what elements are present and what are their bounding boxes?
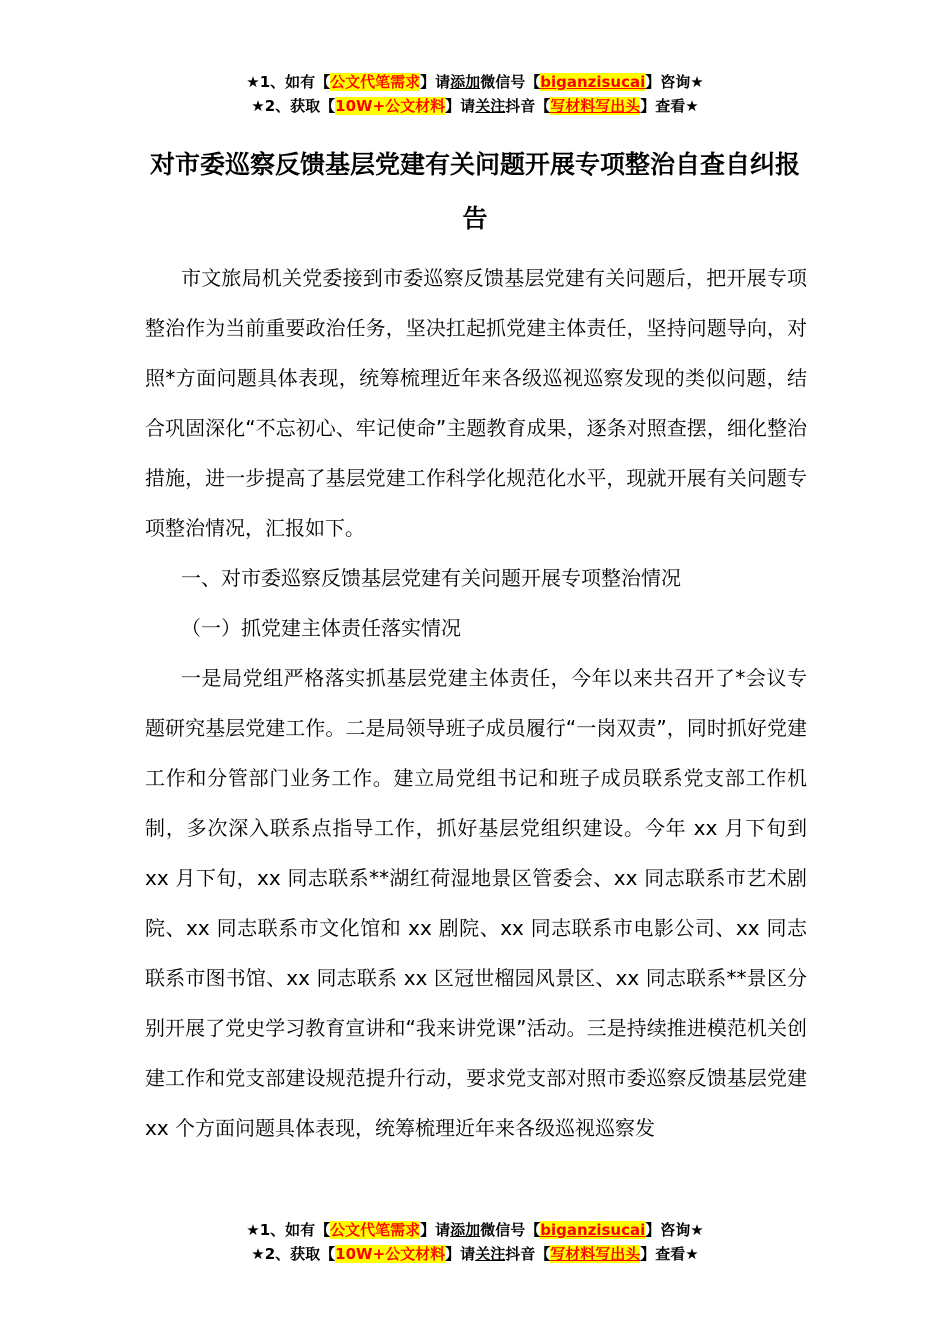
banner-line-1 — [0, 70, 950, 94]
banner-text: 】查看 — [640, 97, 686, 115]
banner-text: 抖音【 — [505, 1245, 551, 1263]
banner-line-2 — [0, 1242, 950, 1266]
star-icon: ★ — [685, 97, 699, 115]
banner-text: 】请 — [445, 1245, 476, 1263]
douyin-account-link[interactable]: 写材料写出头 — [550, 1245, 641, 1263]
star-icon: ★ — [251, 1245, 265, 1263]
banner-text: 】请 — [445, 97, 476, 115]
wechat-id-link[interactable]: biganzisucai — [540, 1221, 646, 1239]
star-icon: ★ — [690, 73, 704, 91]
paragraph-intro: 市文旅局机关党委接到市委巡察反馈基层党建有关问题后，把开展专项整治作为当前重要政治任务，坚决扛起抓党建主体责任，坚持问题导向，对照*方面问题具体表现，统筹梳理近年来各级巡视巡察发现的类似问题，结合巩固深化“不忘初心、牢记使命”主题教育成果，逐条对照查摆，细化整治措施，进一步提高了基层党建工作科学化规范化水平，现就开展有关问题专项整治情况，汇报如下。 — [145, 266, 807, 540]
star-icon: ★ — [246, 1221, 260, 1239]
banner-text: 1、如有【 — [259, 1221, 331, 1239]
wechat-id-link[interactable]: biganzisucai — [540, 73, 646, 91]
star-icon: ★ — [251, 97, 265, 115]
footer-banner — [0, 1218, 950, 1266]
banner-text: 】咨询 — [645, 73, 691, 91]
underline-follow: 关注 — [475, 97, 506, 115]
banner-text: 】咨询 — [645, 1221, 691, 1239]
star-icon: ★ — [685, 1245, 699, 1263]
banner-text: 抖音【 — [505, 97, 551, 115]
star-icon: ★ — [246, 73, 260, 91]
banner-text: 微信号【 — [480, 1221, 541, 1239]
document-body — [145, 253, 807, 1153]
banner-line-1 — [0, 1218, 950, 1242]
banner-text: 2、获取【 — [264, 97, 336, 115]
banner-text: 】查看 — [640, 1245, 686, 1263]
highlight-materials: 10W+公文材料 — [335, 97, 446, 115]
document-title: 对市委巡察反馈基层党建有关问题开展专项整治自查自纠报告 — [149, 150, 800, 233]
paragraph-responsibility: 一是局党组严格落实抓基层党建主体责任，今年以来共召开了*会议专题研究基层党建工作。二是局领导班子成员履行“一岗双责”，同时抓好党建工作和分管部门业务工作。建立局党组书记和班子成员联系党支部工作机制，多次深入联系点指导工作，抓好基层党组织建设。今年 xx 月下旬到 xx 月下旬，xx 同志联系**湖红荷湿地景区管委会、xx 同志联系市艺术剧院、xx 同志联系市文化馆和 xx 剧院、xx 同志联系市电影公司、xx 同志联系市图书馆、xx 同志联系 xx 区冠世榴园风景区、xx 同志联系**景区分别开展了党史学习教育宣讲和“我来讲党课”活动。三是持续推进模范机关创建工作和党支部建设规范提升行动，要求党支部对照市委巡察反馈基层党建 xx 个方面问题具体表现，统筹梳理近年来各级巡视巡察发 — [145, 666, 807, 1140]
highlight-ghostwriting: 公文代笔需求 — [330, 73, 421, 91]
header-banner — [0, 70, 950, 118]
star-icon: ★ — [690, 1221, 704, 1239]
banner-line-2 — [0, 94, 950, 118]
underline-add: 添加 — [450, 73, 481, 91]
highlight-materials: 10W+公文材料 — [335, 1245, 446, 1263]
banner-text: 微信号【 — [480, 73, 541, 91]
banner-text: 】请 — [420, 1221, 451, 1239]
underline-follow: 关注 — [475, 1245, 506, 1263]
banner-text: 2、获取【 — [264, 1245, 336, 1263]
banner-text: 1、如有【 — [259, 73, 331, 91]
douyin-account-link[interactable]: 写材料写出头 — [550, 97, 641, 115]
subsection-heading-1: （一）抓党建主体责任落实情况 — [181, 616, 461, 640]
section-heading-1: 一、对市委巡察反馈基层党建有关问题开展专项整治情况 — [181, 566, 681, 590]
underline-add: 添加 — [450, 1221, 481, 1239]
highlight-ghostwriting: 公文代笔需求 — [330, 1221, 421, 1239]
banner-text: 】请 — [420, 73, 451, 91]
